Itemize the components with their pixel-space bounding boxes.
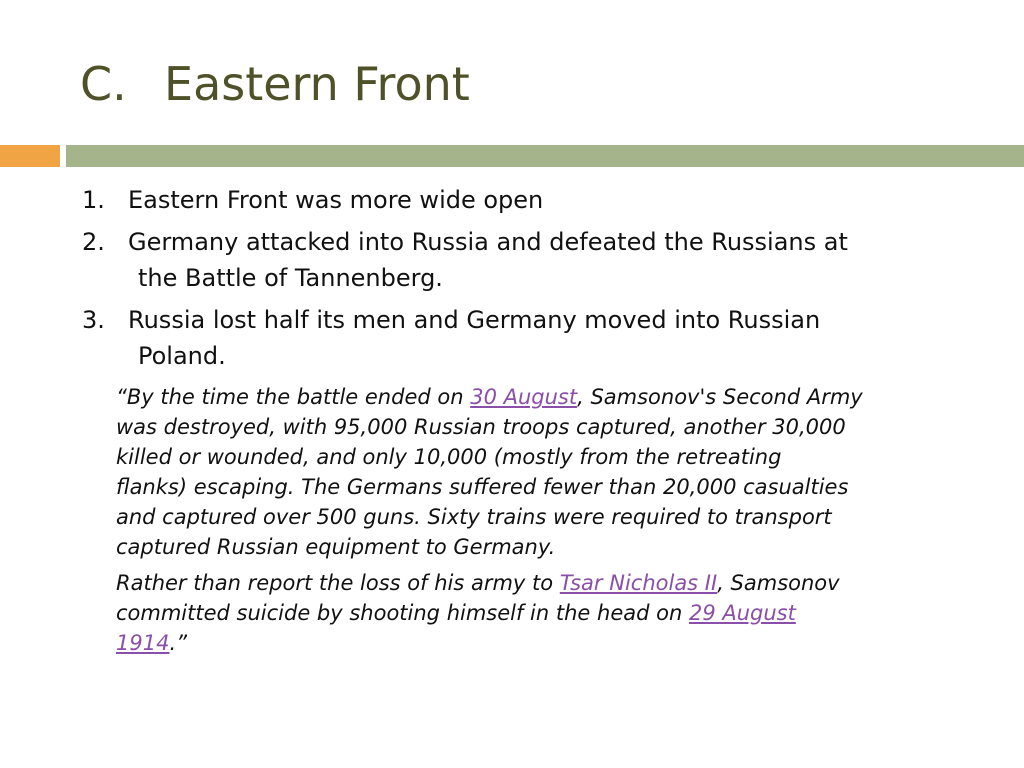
list-item-text: Russia lost half its men and Germany moved into Russian [128, 306, 821, 334]
link-1914[interactable]: 1914 [116, 631, 170, 655]
slide-title [80, 52, 470, 116]
title-section-letter: C. [80, 57, 127, 111]
quote-text: “By the time the battle ended on [116, 385, 471, 409]
list-item-text: Germany attacked into Russia and defeated the Russians at [128, 228, 848, 256]
list-item-number: 3. [82, 306, 105, 334]
quote-text: flanks) escaping. The Germans suffered fewer than 20,000 casualties [116, 475, 849, 499]
quote-text: killed or wounded, and only 10,000 (mostly from the retreating [116, 445, 782, 469]
quote-text: .” [169, 631, 188, 655]
list-item-number: 2. [82, 228, 105, 256]
numbered-list [82, 182, 982, 380]
list-item-number: 1. [82, 186, 105, 214]
list-item-text: the Battle of Tannenberg. [138, 264, 443, 292]
list-item-text: Poland. [138, 342, 226, 370]
accent-bar-green [66, 145, 1024, 167]
quote-text: was destroyed, with 95,000 Russian troops captured, another 30,000 [116, 415, 846, 439]
list-item [82, 224, 982, 296]
quote-text: , Samsonov's Second Army [577, 385, 863, 409]
list-item [82, 182, 982, 218]
quote-text: committed suicide by shooting himself in the head on [116, 601, 689, 625]
accent-bar-orange [0, 145, 60, 167]
quote-text: and captured over 500 guns. Sixty trains were required to transport [116, 505, 832, 529]
list-item [82, 302, 982, 374]
quote-paragraph [116, 568, 976, 658]
quote-paragraph [116, 382, 976, 562]
quote-text: , Samsonov [717, 571, 840, 595]
link-tsar-nicholas-ii[interactable]: Tsar Nicholas II [559, 571, 718, 595]
quote-text: Rather than report the loss of his army to [116, 571, 560, 595]
link-30-august[interactable]: 30 August [470, 385, 578, 409]
list-item-text: Eastern Front was more wide open [128, 186, 544, 214]
quote-block [116, 382, 976, 664]
link-29-august[interactable]: 29 August [688, 601, 796, 625]
title-text: Eastern Front [164, 57, 470, 111]
quote-text: captured Russian equipment to Germany. [116, 535, 556, 559]
